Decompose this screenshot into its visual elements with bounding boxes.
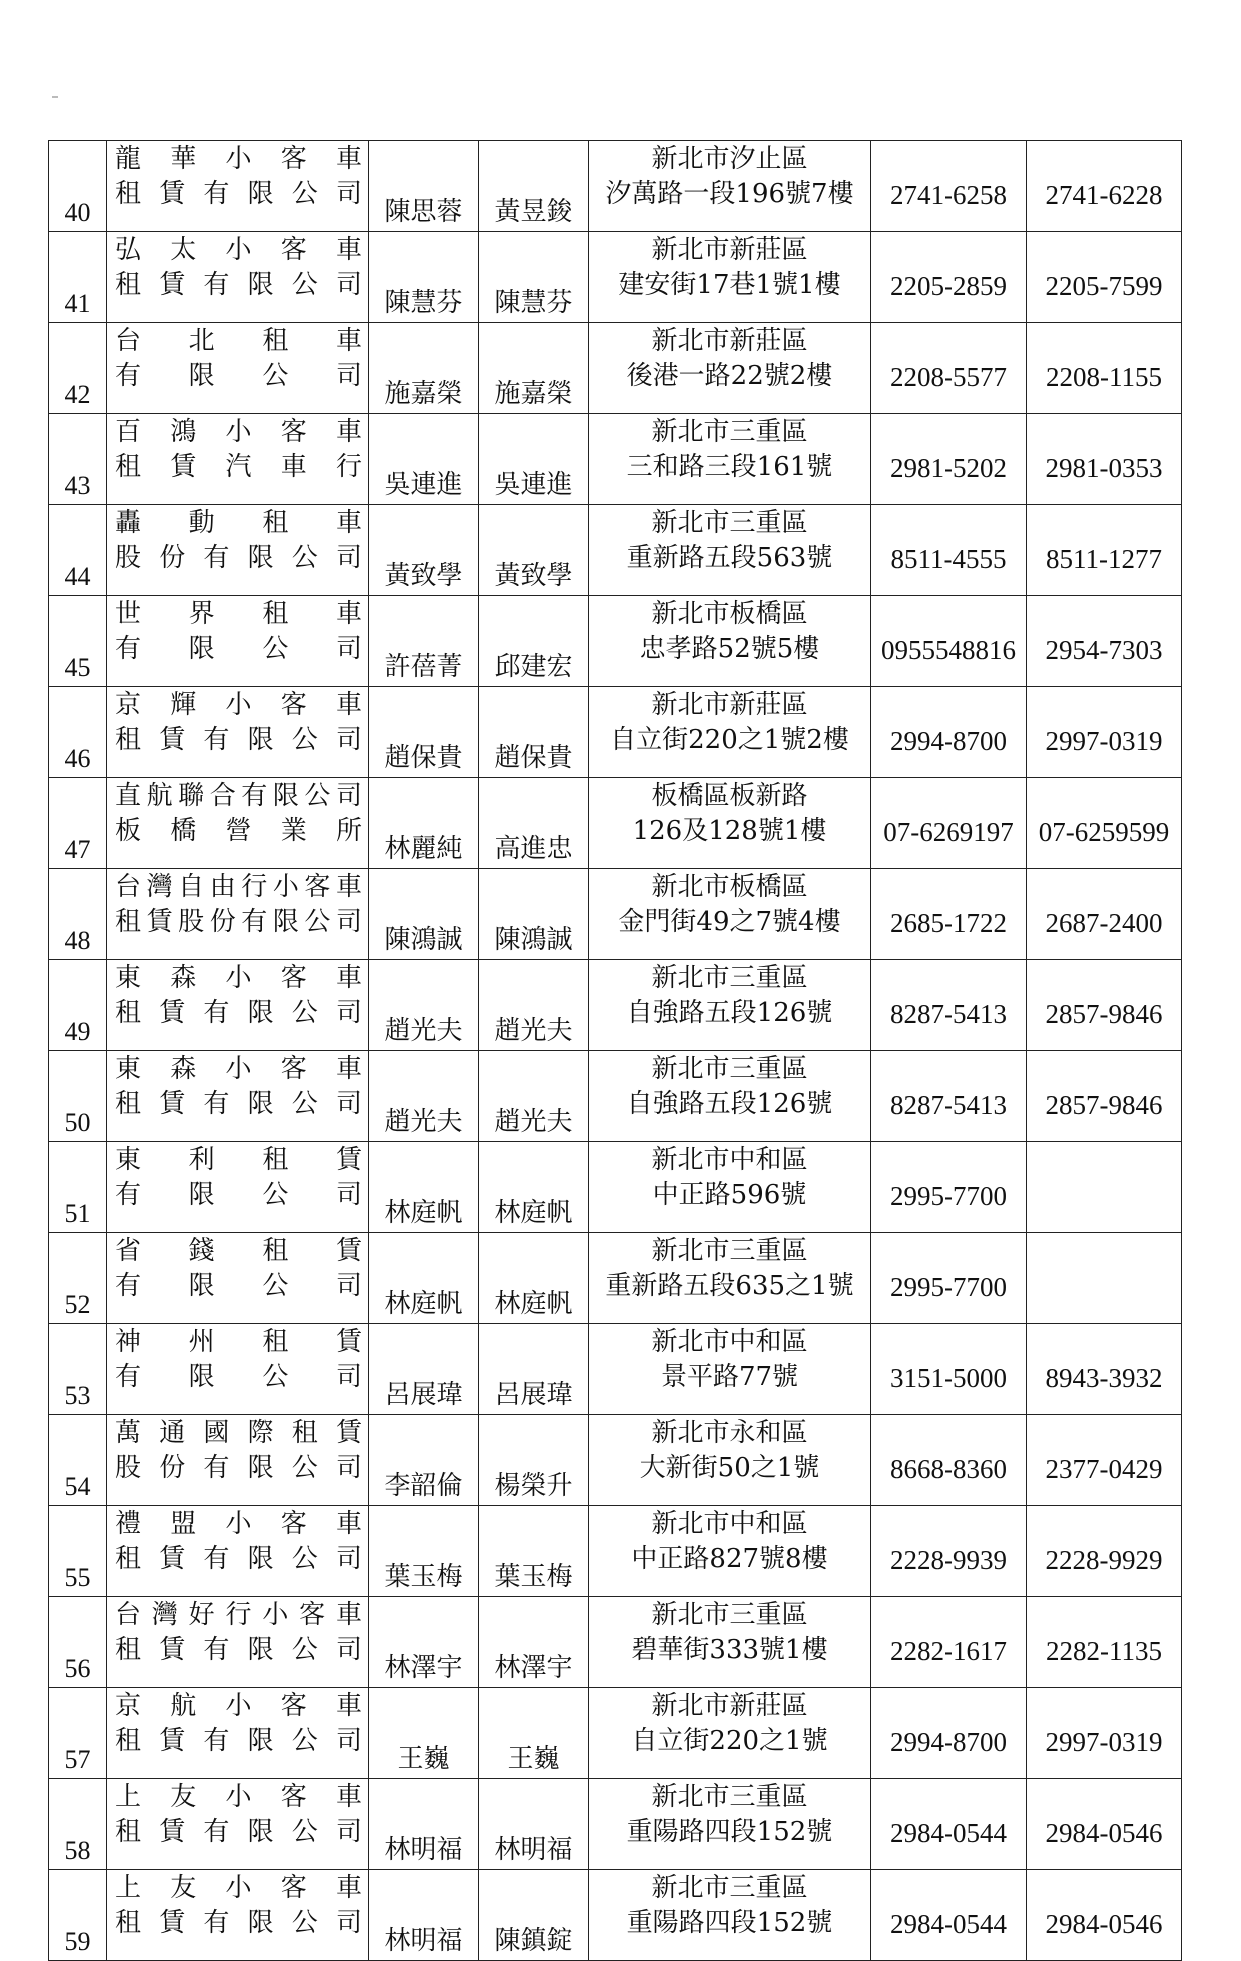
address-line-1: 新北市三重區 — [651, 1600, 808, 1630]
representative: 葉玉梅 — [369, 1506, 479, 1597]
company-name-cell — [107, 1142, 369, 1233]
phone: 2995-7700 — [871, 1142, 1027, 1233]
phone: 2228-9939 — [871, 1506, 1027, 1597]
manager: 黃昱鋑 — [479, 141, 589, 232]
address-cell — [589, 1779, 871, 1870]
manager: 高進忠 — [479, 778, 589, 869]
address-cell — [589, 323, 871, 414]
row-number: 46 — [49, 687, 107, 778]
company-name-line-2: 租賃有限公司 — [115, 1089, 362, 1119]
row-number: 43 — [49, 414, 107, 505]
phone: 2994-8700 — [871, 687, 1027, 778]
address-cell — [589, 1233, 871, 1324]
company-name-line-2: 股份有限公司 — [115, 543, 362, 573]
company-name-line-1: 龍華小客車 — [115, 144, 362, 174]
fax: 2282-1135 — [1027, 1597, 1182, 1688]
phone: 2995-7700 — [871, 1233, 1027, 1324]
table-row — [49, 232, 1182, 323]
fax: 2205-7599 — [1027, 232, 1182, 323]
fax: 2997-0319 — [1027, 1688, 1182, 1779]
rental-company-table — [48, 140, 1182, 1961]
address-line-1: 新北市三重區 — [651, 508, 808, 538]
address-cell — [589, 1506, 871, 1597]
address-line-2: 後港一路22號2樓 — [626, 361, 833, 391]
company-name-line-1: 上友小客車 — [115, 1873, 362, 1903]
address-line-1: 板橋區板新路 — [651, 781, 808, 811]
representative: 許蓓菁 — [369, 596, 479, 687]
fax: 8943-3932 — [1027, 1324, 1182, 1415]
address-line-2: 重新路五段563號 — [626, 543, 833, 573]
address-line-1: 新北市新莊區 — [651, 1691, 808, 1721]
fax: 2208-1155 — [1027, 323, 1182, 414]
company-name-line-2: 有限公司 — [115, 1271, 362, 1301]
address-line-1: 新北市新莊區 — [651, 326, 808, 356]
company-name-cell — [107, 778, 369, 869]
table-row — [49, 1233, 1182, 1324]
manager: 陳慧芬 — [479, 232, 589, 323]
manager: 林庭帆 — [479, 1142, 589, 1233]
phone: 8287-5413 — [871, 960, 1027, 1051]
address-line-2: 景平路77號 — [660, 1362, 799, 1392]
table-row — [49, 1415, 1182, 1506]
address-line-1: 新北市中和區 — [651, 1509, 808, 1539]
company-name-line-1: 轟動租車 — [115, 508, 362, 538]
fax: 2997-0319 — [1027, 687, 1182, 778]
address-line-1: 新北市板橋區 — [651, 599, 808, 629]
company-name-cell — [107, 1506, 369, 1597]
address-line-1: 新北市新莊區 — [651, 690, 808, 720]
representative: 林麗純 — [369, 778, 479, 869]
representative: 林庭帆 — [369, 1142, 479, 1233]
address-line-2: 金門街49之7號4樓 — [618, 907, 841, 937]
fax: 2687-2400 — [1027, 869, 1182, 960]
address-cell — [589, 1142, 871, 1233]
address-cell — [589, 505, 871, 596]
representative: 陳慧芬 — [369, 232, 479, 323]
representative: 陳思蓉 — [369, 141, 479, 232]
company-name-line-1: 京輝小客車 — [115, 690, 362, 720]
company-name-cell — [107, 869, 369, 960]
address-cell — [589, 687, 871, 778]
company-name-line-2: 租賃有限公司 — [115, 998, 362, 1028]
manager: 呂展瑋 — [479, 1324, 589, 1415]
representative: 趙保貴 — [369, 687, 479, 778]
address-cell — [589, 232, 871, 323]
address-line-2: 自立街220之1號2樓 — [610, 725, 849, 755]
company-name-line-1: 世界租車 — [115, 599, 362, 629]
row-number: 48 — [49, 869, 107, 960]
fax: 07-6259599 — [1027, 778, 1182, 869]
representative: 李韶倫 — [369, 1415, 479, 1506]
company-name-cell — [107, 232, 369, 323]
table-row — [49, 596, 1182, 687]
company-name-line-2: 租賃有限公司 — [115, 1726, 362, 1756]
table-row — [49, 1688, 1182, 1779]
representative: 趙光夫 — [369, 1051, 479, 1142]
representative: 呂展瑋 — [369, 1324, 479, 1415]
company-name-line-1: 直航聯合有限公司 — [115, 781, 362, 811]
address-line-1: 新北市三重區 — [651, 417, 808, 447]
address-line-2: 自強路五段126號 — [626, 1089, 833, 1119]
address-cell — [589, 1688, 871, 1779]
phone: 0955548816 — [871, 596, 1027, 687]
company-name-cell — [107, 323, 369, 414]
address-line-1: 新北市中和區 — [651, 1327, 808, 1357]
company-name-cell — [107, 596, 369, 687]
company-name-line-2: 股份有限公司 — [115, 1453, 362, 1483]
company-name-line-1: 京航小客車 — [115, 1691, 362, 1721]
table-row — [49, 1597, 1182, 1688]
company-name-line-2: 有限公司 — [115, 1180, 362, 1210]
company-name-line-2: 板橋營業所 — [115, 816, 362, 846]
company-name-line-2: 有限公司 — [115, 634, 362, 664]
company-name-line-2: 租賃有限公司 — [115, 270, 362, 300]
company-name-line-2: 租賃有限公司 — [115, 1635, 362, 1665]
fax: 2981-0353 — [1027, 414, 1182, 505]
company-name-line-1: 百鴻小客車 — [115, 417, 362, 447]
phone: 2685-1722 — [871, 869, 1027, 960]
company-name-line-1: 上友小客車 — [115, 1782, 362, 1812]
company-name-line-1: 東森小客車 — [115, 963, 362, 993]
table-row — [49, 323, 1182, 414]
row-number: 55 — [49, 1506, 107, 1597]
phone: 2282-1617 — [871, 1597, 1027, 1688]
manager: 趙光夫 — [479, 960, 589, 1051]
representative: 林明福 — [369, 1779, 479, 1870]
fax: 2741-6228 — [1027, 141, 1182, 232]
phone: 2205-2859 — [871, 232, 1027, 323]
company-name-cell — [107, 960, 369, 1051]
address-line-2: 大新街50之1號 — [639, 1453, 820, 1483]
company-name-line-1: 萬通國際租賃 — [115, 1418, 362, 1448]
address-line-2: 126及128號1樓 — [632, 816, 827, 846]
table-row — [49, 869, 1182, 960]
row-number: 58 — [49, 1779, 107, 1870]
company-name-cell — [107, 1233, 369, 1324]
company-name-line-2: 租賃有限公司 — [115, 725, 362, 755]
address-cell — [589, 1870, 871, 1961]
company-name-line-1: 禮盟小客車 — [115, 1509, 362, 1539]
manager: 吳連進 — [479, 414, 589, 505]
manager: 施嘉榮 — [479, 323, 589, 414]
manager: 林澤宇 — [479, 1597, 589, 1688]
phone: 2984-0544 — [871, 1870, 1027, 1961]
company-list-sheet — [48, 140, 1181, 1961]
table-row — [49, 1870, 1182, 1961]
row-number: 47 — [49, 778, 107, 869]
row-number: 45 — [49, 596, 107, 687]
address-line-2: 重新路五段635之1號 — [605, 1271, 854, 1301]
row-number: 54 — [49, 1415, 107, 1506]
company-name-line-2: 租賃股份有限公司 — [115, 907, 362, 937]
phone: 07-6269197 — [871, 778, 1027, 869]
row-number: 51 — [49, 1142, 107, 1233]
address-cell — [589, 414, 871, 505]
table-body — [49, 141, 1182, 1961]
table-row — [49, 687, 1182, 778]
phone: 2741-6258 — [871, 141, 1027, 232]
representative: 王巍 — [369, 1688, 479, 1779]
address-line-1: 新北市中和區 — [651, 1145, 808, 1175]
row-number: 44 — [49, 505, 107, 596]
company-name-cell — [107, 1415, 369, 1506]
fax: 2984-0546 — [1027, 1870, 1182, 1961]
manager: 楊榮升 — [479, 1415, 589, 1506]
company-name-cell — [107, 1597, 369, 1688]
address-line-2: 三和路三段161號 — [626, 452, 833, 482]
company-name-line-2: 租賃汽車行 — [115, 452, 362, 482]
table-row — [49, 1324, 1182, 1415]
address-cell — [589, 1597, 871, 1688]
company-name-cell — [107, 141, 369, 232]
representative: 趙光夫 — [369, 960, 479, 1051]
table-row — [49, 505, 1182, 596]
manager: 葉玉梅 — [479, 1506, 589, 1597]
row-number: 50 — [49, 1051, 107, 1142]
scan-mark — [52, 96, 58, 98]
table-row — [49, 960, 1182, 1051]
table-row — [49, 414, 1182, 505]
manager: 林庭帆 — [479, 1233, 589, 1324]
company-name-line-1: 東利租賃 — [115, 1145, 362, 1175]
company-name-cell — [107, 1051, 369, 1142]
address-cell — [589, 778, 871, 869]
company-name-line-2: 有限公司 — [115, 361, 362, 391]
phone: 2984-0544 — [871, 1779, 1027, 1870]
company-name-line-2: 租賃有限公司 — [115, 1817, 362, 1847]
address-line-1: 新北市三重區 — [651, 1873, 808, 1903]
address-line-1: 新北市三重區 — [651, 963, 808, 993]
table-row — [49, 1051, 1182, 1142]
company-name-line-2: 租賃有限公司 — [115, 1908, 362, 1938]
representative: 施嘉榮 — [369, 323, 479, 414]
company-name-cell — [107, 687, 369, 778]
fax: 2857-9846 — [1027, 960, 1182, 1051]
fax: 2857-9846 — [1027, 1051, 1182, 1142]
address-line-2: 中正路596號 — [652, 1180, 807, 1210]
manager: 趙保貴 — [479, 687, 589, 778]
table-row — [49, 1506, 1182, 1597]
address-line-1: 新北市三重區 — [651, 1236, 808, 1266]
representative: 林明福 — [369, 1870, 479, 1961]
address-line-1: 新北市汐止區 — [651, 144, 808, 174]
fax: 8511-1277 — [1027, 505, 1182, 596]
company-name-cell — [107, 1870, 369, 1961]
representative: 黃致學 — [369, 505, 479, 596]
address-line-2: 自強路五段126號 — [626, 998, 833, 1028]
fax: 2984-0546 — [1027, 1779, 1182, 1870]
address-line-2: 碧華街333號1樓 — [631, 1635, 828, 1665]
address-line-1: 新北市三重區 — [651, 1782, 808, 1812]
manager: 黃致學 — [479, 505, 589, 596]
company-name-line-1: 台灣自由行小客車 — [115, 872, 362, 902]
address-line-2: 重陽路四段152號 — [626, 1908, 833, 1938]
manager: 邱建宏 — [479, 596, 589, 687]
fax — [1027, 1233, 1182, 1324]
row-number: 40 — [49, 141, 107, 232]
row-number: 42 — [49, 323, 107, 414]
address-cell — [589, 596, 871, 687]
address-line-2: 忠孝路52號5樓 — [639, 634, 820, 664]
address-cell — [589, 1324, 871, 1415]
representative: 林庭帆 — [369, 1233, 479, 1324]
phone: 3151-5000 — [871, 1324, 1027, 1415]
company-name-line-2: 有限公司 — [115, 1362, 362, 1392]
company-name-line-1: 台灣好行小客車 — [115, 1600, 362, 1630]
table-row — [49, 141, 1182, 232]
address-line-2: 自立街220之1號 — [631, 1726, 828, 1756]
address-line-2: 汐萬路一段196號7樓 — [605, 179, 854, 209]
company-name-line-1: 弘太小客車 — [115, 235, 362, 265]
fax — [1027, 1142, 1182, 1233]
row-number: 52 — [49, 1233, 107, 1324]
address-cell — [589, 960, 871, 1051]
address-line-1: 新北市新莊區 — [651, 235, 808, 265]
address-cell — [589, 869, 871, 960]
row-number: 57 — [49, 1688, 107, 1779]
fax: 2228-9929 — [1027, 1506, 1182, 1597]
fax: 2377-0429 — [1027, 1415, 1182, 1506]
manager: 趙光夫 — [479, 1051, 589, 1142]
company-name-line-2: 租賃有限公司 — [115, 1544, 362, 1574]
fax: 2954-7303 — [1027, 596, 1182, 687]
manager: 陳鴻誠 — [479, 869, 589, 960]
address-line-1: 新北市板橋區 — [651, 872, 808, 902]
manager: 王巍 — [479, 1688, 589, 1779]
company-name-cell — [107, 1779, 369, 1870]
company-name-line-1: 神州租賃 — [115, 1327, 362, 1357]
table-row — [49, 778, 1182, 869]
row-number: 53 — [49, 1324, 107, 1415]
phone: 8668-8360 — [871, 1415, 1027, 1506]
phone: 2994-8700 — [871, 1688, 1027, 1779]
address-line-2: 建安街17巷1號1樓 — [618, 270, 841, 300]
company-name-line-1: 東森小客車 — [115, 1054, 362, 1084]
manager: 陳鎮錠 — [479, 1870, 589, 1961]
address-line-1: 新北市永和區 — [651, 1418, 808, 1448]
company-name-cell — [107, 1688, 369, 1779]
company-name-line-1: 台北租車 — [115, 326, 362, 356]
address-cell — [589, 1415, 871, 1506]
manager: 林明福 — [479, 1779, 589, 1870]
representative: 吳連進 — [369, 414, 479, 505]
phone: 2981-5202 — [871, 414, 1027, 505]
address-cell — [589, 1051, 871, 1142]
company-name-cell — [107, 1324, 369, 1415]
row-number: 49 — [49, 960, 107, 1051]
table-row — [49, 1779, 1182, 1870]
company-name-line-2: 租賃有限公司 — [115, 179, 362, 209]
table-row — [49, 1142, 1182, 1233]
phone: 8511-4555 — [871, 505, 1027, 596]
phone: 8287-5413 — [871, 1051, 1027, 1142]
row-number: 41 — [49, 232, 107, 323]
representative: 林澤宇 — [369, 1597, 479, 1688]
row-number: 56 — [49, 1597, 107, 1688]
row-number: 59 — [49, 1870, 107, 1961]
representative: 陳鴻誠 — [369, 869, 479, 960]
address-line-1: 新北市三重區 — [651, 1054, 808, 1084]
address-line-2: 中正路827號8樓 — [631, 1544, 828, 1574]
phone: 2208-5577 — [871, 323, 1027, 414]
company-name-cell — [107, 505, 369, 596]
company-name-line-1: 省錢租賃 — [115, 1236, 362, 1266]
address-line-2: 重陽路四段152號 — [626, 1817, 833, 1847]
company-name-cell — [107, 414, 369, 505]
address-cell — [589, 141, 871, 232]
